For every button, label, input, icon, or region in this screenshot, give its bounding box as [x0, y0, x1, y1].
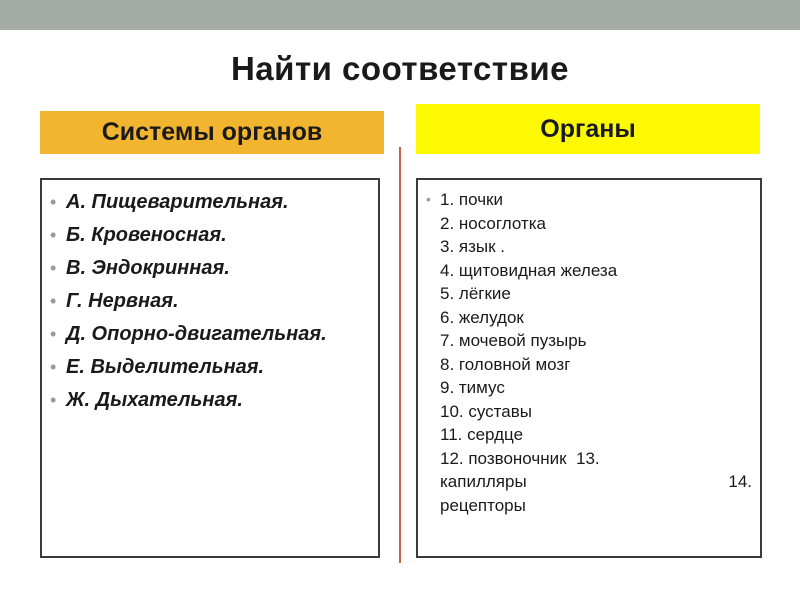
bullet-icon: • — [50, 225, 57, 245]
list-item: 5. лёгкие — [440, 284, 511, 303]
list-item: • Г. Нервная. — [50, 287, 368, 315]
top-bar — [0, 0, 800, 30]
list-item: 3. язык . — [440, 237, 506, 256]
list-item: 11. сердце — [440, 425, 524, 444]
systems-list — [42, 180, 378, 414]
list-item: • А. Пищеварительная. — [50, 188, 368, 216]
list-item: 1. почки — [440, 190, 503, 209]
bullet-icon: • — [50, 357, 57, 377]
bullet-icon: • — [426, 191, 431, 207]
list-item: 8. головной мозг — [440, 354, 571, 374]
list-item: • Д. Опорно-двигательная. — [50, 320, 368, 348]
list-item: рецепторы — [440, 495, 526, 515]
list-item: 6. желудок — [440, 307, 524, 327]
list-item: • Е. Выделительная. — [50, 353, 368, 381]
systems-box — [40, 178, 380, 558]
list-item: • В. Эндокринная. — [50, 254, 368, 282]
list-item: • Ж. Дыхательная. — [50, 386, 368, 414]
bullet-icon: • — [50, 192, 57, 212]
list-item: капилляры 14. — [440, 472, 752, 491]
bullet-icon: • — [50, 390, 57, 410]
list-item: 9. тимус — [440, 378, 505, 397]
list-item: 12. позвоночник 13. — [440, 448, 600, 468]
list-item: 2. носоглотка — [440, 213, 546, 233]
bullet-icon: • — [50, 291, 57, 311]
organs-box — [416, 178, 762, 558]
systems-header: Системы органов — [40, 111, 384, 154]
organs-header: Органы — [416, 104, 760, 154]
bullet-icon: • — [50, 324, 57, 344]
column-divider — [399, 147, 401, 563]
organs-list — [426, 188, 752, 517]
list-item: 10. суставы — [440, 401, 532, 421]
list-item: • Б. Кровеносная. — [50, 221, 368, 249]
page-title: Найти соответствие — [230, 50, 570, 87]
list-item: 4. щитовидная железа — [440, 260, 618, 280]
list-item: 7. мочевой пузырь — [440, 331, 587, 350]
bullet-icon: • — [50, 258, 57, 278]
